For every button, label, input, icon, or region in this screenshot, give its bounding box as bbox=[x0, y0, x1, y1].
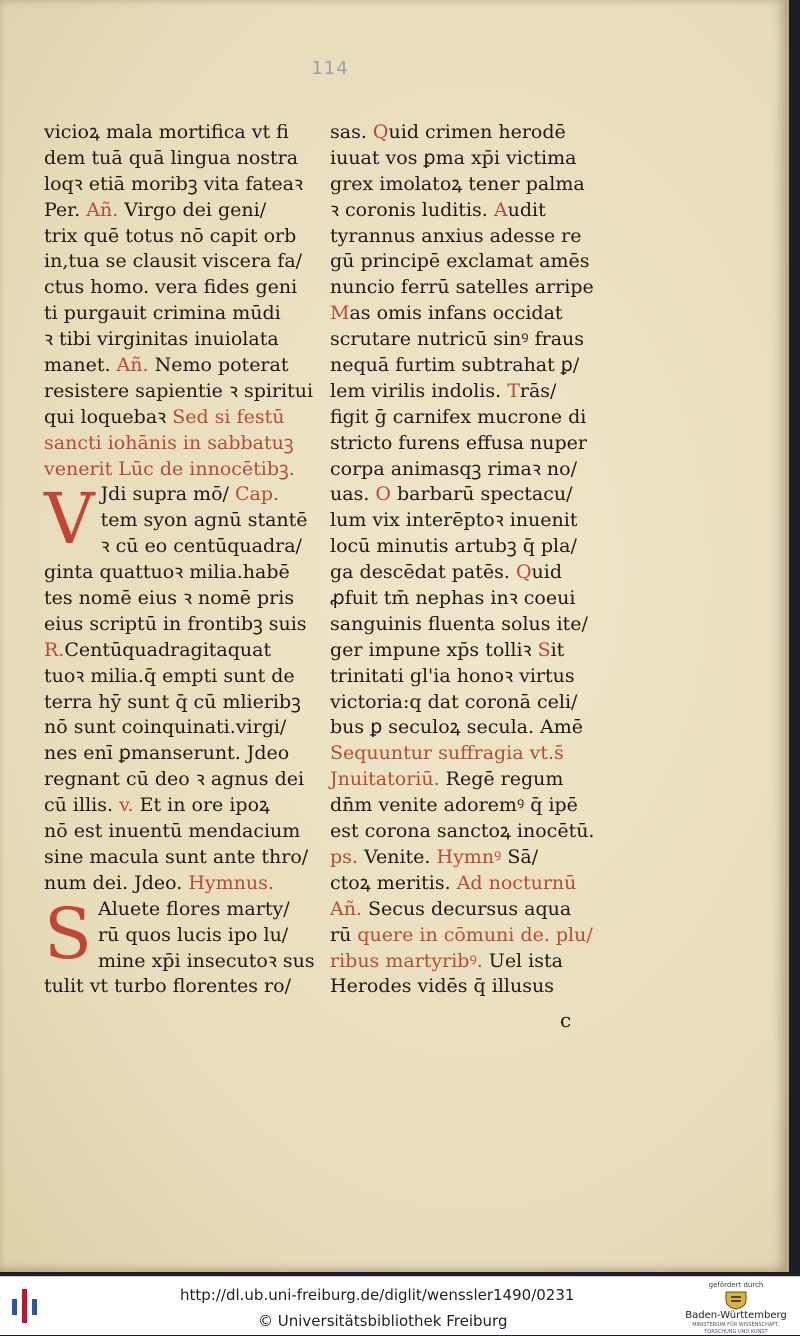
signature-mark: c bbox=[560, 1008, 572, 1032]
text-line bbox=[44, 198, 319, 224]
text-line bbox=[44, 767, 319, 793]
text-line bbox=[330, 897, 605, 923]
rubric-text: A bbox=[493, 198, 508, 221]
text-line bbox=[44, 871, 319, 897]
body-text: tuoꝛ milia.q̄ empti sunt de bbox=[44, 664, 295, 687]
text-line bbox=[44, 793, 319, 819]
body-text: ꝛ tibi virginitas inuiolata bbox=[44, 328, 279, 351]
body-text: Venite. bbox=[357, 845, 437, 868]
permalink-url[interactable]: http://dl.ub.uni-freiburg.de/diglit/wenssler1490/0231 bbox=[180, 1286, 575, 1304]
text-line bbox=[330, 198, 605, 224]
text-line bbox=[44, 120, 319, 146]
body-text: uid bbox=[531, 561, 562, 584]
text-line bbox=[330, 301, 605, 327]
decorated-initial: S bbox=[44, 892, 92, 975]
body-text: regnant cū deo ꝛ agnus dei bbox=[44, 768, 305, 791]
text-line bbox=[44, 974, 319, 1000]
text-line bbox=[330, 482, 605, 508]
body-text: Regē regum bbox=[439, 768, 564, 791]
text-line bbox=[330, 819, 605, 845]
rubric-text: Añ. bbox=[330, 897, 362, 920]
sponsor-subtitle: MINISTERIUM FÜR WISSENSCHAFT, FORSCHUNG UND KUNST bbox=[692, 1322, 780, 1335]
coat-of-arms-icon bbox=[723, 1290, 749, 1310]
text-line bbox=[44, 275, 319, 301]
rubric-text: Sed si festū bbox=[172, 405, 285, 428]
text-line bbox=[44, 224, 319, 250]
text-line bbox=[330, 586, 605, 612]
text-line bbox=[330, 508, 605, 534]
text-line bbox=[330, 612, 605, 638]
text-line bbox=[44, 353, 319, 379]
text-line bbox=[330, 379, 605, 405]
text-line bbox=[44, 560, 319, 586]
left-text-column bbox=[44, 120, 319, 1000]
text-line bbox=[44, 405, 319, 431]
text-line bbox=[330, 431, 605, 457]
sponsor-name: Baden-Württemberg bbox=[685, 1310, 787, 1321]
body-text: Virgo dei geni/ bbox=[118, 198, 267, 221]
body-text: sine macula sunt ante thro/ bbox=[44, 845, 309, 868]
rubric-text: v. bbox=[119, 794, 134, 817]
text-line bbox=[44, 690, 319, 716]
body-text: nuncio ferrū satelles arripe bbox=[330, 276, 594, 299]
rubric-text: Q bbox=[372, 121, 389, 143]
body-text: barbarū spectacu/ bbox=[390, 483, 573, 506]
text-line bbox=[44, 715, 319, 741]
body-text: corpa animasqꝫ rimaꝛ no/ bbox=[330, 457, 577, 480]
body-text: ginta quattuoꝛ milia.habē bbox=[44, 561, 290, 584]
body-text: ꝓfuit tm̄ nephas inꝛ coeui bbox=[330, 587, 576, 610]
rubric-text: M bbox=[330, 302, 350, 325]
text-line bbox=[330, 249, 605, 275]
sponsor-label: gefördert durch bbox=[708, 1281, 764, 1289]
rubric-text: R. bbox=[44, 638, 65, 661]
body-text: Uel ista bbox=[482, 949, 563, 972]
text-line bbox=[330, 793, 605, 819]
text-line bbox=[330, 974, 605, 1000]
body-text: it bbox=[550, 638, 565, 661]
body-text: trinitati gl'ia honoꝛ virtus bbox=[330, 664, 575, 687]
body-text: tes nomē eius ꝛ nomē pris bbox=[44, 587, 295, 610]
body-text: vicioꝝ mala mortifica vt fi bbox=[44, 121, 289, 143]
body-text: rū bbox=[330, 923, 358, 946]
body-text: nes enī ꝑmanserunt. Jdeo bbox=[44, 742, 290, 765]
body-text: tem syon agnū stantē bbox=[100, 509, 308, 532]
text-line bbox=[44, 146, 319, 172]
body-text: ga descēdat patēs. bbox=[330, 561, 516, 584]
body-text: ger impune xp̄s tolliꝛ bbox=[330, 638, 538, 661]
text-line bbox=[44, 845, 319, 871]
text-line bbox=[44, 741, 319, 767]
body-text: grex imolatoꝝ tener palma bbox=[330, 172, 585, 195]
body-text: stricto furens effusa nuper bbox=[330, 431, 587, 454]
text-line bbox=[330, 120, 605, 146]
body-text: tulit vt turbo florentes ro/ bbox=[44, 975, 291, 998]
body-text: iuuat vos ꝑma xp̄i victima bbox=[330, 146, 577, 169]
body-text: nō est inuentū mendacium bbox=[44, 820, 301, 843]
text-line bbox=[330, 353, 605, 379]
text-line bbox=[44, 379, 319, 405]
body-text: rū quos lucis ipo lu/ bbox=[97, 923, 289, 946]
body-text: udit bbox=[507, 198, 546, 221]
text-line bbox=[330, 638, 605, 664]
text-line bbox=[330, 457, 605, 483]
text-line bbox=[330, 845, 605, 871]
rubric-text: Hymnus. bbox=[188, 871, 274, 894]
rubric-text: venerit bbox=[44, 457, 119, 480]
rubric-text: O bbox=[375, 483, 391, 506]
body-text: Et in ore ipoꝝ bbox=[133, 794, 270, 817]
rubric-text: Lūc de innocētibꝫ. bbox=[118, 457, 295, 480]
rubric-text: Añ. bbox=[86, 198, 119, 221]
rubric-text: ribus martyribꝰ. bbox=[330, 949, 483, 972]
body-text: as omis infans occidat bbox=[349, 302, 563, 325]
body-text: manet. bbox=[44, 354, 117, 377]
body-text: Centūquadragitaquat bbox=[64, 638, 272, 661]
rubric-text: quere in cōmuni de. plu/ bbox=[357, 923, 593, 946]
body-text: sas. bbox=[330, 121, 373, 143]
body-text: resistere sapientie ꝛ spiritui bbox=[44, 379, 314, 402]
footer-bar bbox=[0, 1276, 800, 1335]
body-text: figit ḡ carnifex mucrone di bbox=[330, 405, 587, 428]
text-line bbox=[44, 327, 319, 353]
text-line bbox=[330, 949, 605, 975]
body-text: trix quē totus nō capit orb bbox=[44, 224, 297, 247]
body-text: uas. bbox=[330, 483, 376, 506]
text-line bbox=[44, 664, 319, 690]
body-text: Sā/ bbox=[501, 845, 539, 868]
text-line bbox=[44, 819, 319, 845]
body-text: Nemo poterat bbox=[148, 354, 289, 377]
text-line bbox=[330, 275, 605, 301]
text-line bbox=[330, 767, 605, 793]
rubric-text: Añ. bbox=[116, 354, 149, 377]
text-line bbox=[330, 327, 605, 353]
body-text: dn̄m venite adoremꝰ q̄ ipē bbox=[330, 794, 578, 817]
body-text: Aluete flores marty/ bbox=[97, 897, 290, 920]
copyright-text: © Universitätsbibliothek Freiburg bbox=[258, 1312, 508, 1330]
text-line bbox=[330, 664, 605, 690]
body-text: ctus homo. vera fides geni bbox=[44, 276, 298, 299]
body-text: loqꝛ etiā moribꝫ vita fateaꝛ bbox=[44, 172, 303, 195]
body-text: terra hȳ sunt q̄ cū mlieribꝫ bbox=[44, 690, 301, 713]
body-text: ꝛ coronis luditis. bbox=[330, 198, 494, 221]
text-line bbox=[330, 715, 605, 741]
body-text: qui loquebaꝛ bbox=[44, 405, 173, 428]
body-text: Secus decursus aqua bbox=[362, 897, 572, 920]
body-text: lum vix interēptoꝛ inuenit bbox=[330, 509, 578, 532]
rubric-text: Q bbox=[515, 561, 532, 584]
text-line bbox=[44, 431, 319, 457]
rubric-text: Hymnꝰ bbox=[436, 845, 502, 868]
rubric-text: Ad nocturnū bbox=[456, 871, 577, 894]
body-text: dem tuā quā lingua nostra bbox=[44, 146, 299, 169]
body-text: est corona sanctoꝝ inocētū. bbox=[330, 820, 595, 843]
body-text: cū illis. bbox=[44, 794, 120, 817]
body-text: victoria:q dat coronā celi/ bbox=[330, 690, 578, 713]
text-line bbox=[44, 172, 319, 198]
body-text: sanguinis fluenta solus ite/ bbox=[330, 612, 588, 635]
body-text: rās/ bbox=[519, 379, 557, 402]
rubric-text: S bbox=[537, 638, 551, 661]
body-text: ctoꝝ meritis. bbox=[330, 871, 457, 894]
body-text: lem virilis indolis. bbox=[330, 379, 508, 402]
right-text-column bbox=[330, 120, 605, 1000]
rubric-text: Jnuitatoriū. bbox=[330, 768, 440, 791]
text-line bbox=[330, 871, 605, 897]
text-line bbox=[44, 638, 319, 664]
body-text: nequā furtim subtrahat ꝑ/ bbox=[330, 354, 580, 377]
body-text: eius scriptū in frontibꝫ suis bbox=[44, 612, 307, 635]
body-text: locū minutis artubꝫ q̄ pla/ bbox=[330, 535, 577, 558]
body-text: Herodes vidēs q̄ illusus bbox=[330, 975, 554, 998]
body-text: ti purgauit crimina mūdi bbox=[44, 302, 281, 325]
text-line bbox=[330, 224, 605, 250]
body-text: Per. bbox=[44, 198, 87, 221]
text-line bbox=[330, 146, 605, 172]
rubric-text: ps. bbox=[330, 845, 358, 868]
text-line bbox=[330, 534, 605, 560]
rubric-text: Sequuntur suffragia vt.s̄ bbox=[330, 742, 564, 765]
sponsor-logo bbox=[676, 1281, 796, 1333]
text-line bbox=[330, 690, 605, 716]
text-line bbox=[44, 612, 319, 638]
decorated-initial: V bbox=[44, 478, 95, 561]
text-line bbox=[330, 405, 605, 431]
text-line bbox=[44, 301, 319, 327]
text-line bbox=[44, 586, 319, 612]
text-line bbox=[330, 560, 605, 586]
text-line bbox=[44, 249, 319, 275]
rubric-text: sancti iohānis in sabbatuꝫ bbox=[44, 431, 294, 454]
body-text: tyrannus anxius adesse re bbox=[330, 224, 582, 247]
body-text: in,tua se clausit viscera fa/ bbox=[44, 250, 303, 273]
body-text: ꝛ cū eo centūquadra/ bbox=[100, 535, 302, 558]
rubric-text: Cap. bbox=[234, 483, 280, 506]
body-text: num dei. Jdeo. bbox=[44, 871, 189, 894]
ub-freiburg-logo-icon bbox=[8, 1285, 44, 1327]
body-text: nō sunt coinquinati.virgi/ bbox=[44, 716, 287, 739]
text-line bbox=[330, 923, 605, 949]
body-text: bus ꝑ seculoꝝ secula. Amē bbox=[330, 716, 584, 739]
body-text: uid crimen herodē bbox=[388, 121, 566, 143]
text-line bbox=[330, 741, 605, 767]
rubric-text: T bbox=[507, 379, 520, 402]
body-text: gū principē exclamat amēs bbox=[330, 250, 590, 273]
body-text: scrutare nutricū sinꝰ fraus bbox=[330, 328, 585, 351]
text-line bbox=[330, 172, 605, 198]
body-text: mine xp̄i insecutoꝛ sus bbox=[97, 949, 315, 972]
body-text: Jdi supra mō/ bbox=[100, 483, 235, 506]
foliation-number: 114 bbox=[311, 58, 349, 79]
text-line bbox=[44, 457, 319, 483]
